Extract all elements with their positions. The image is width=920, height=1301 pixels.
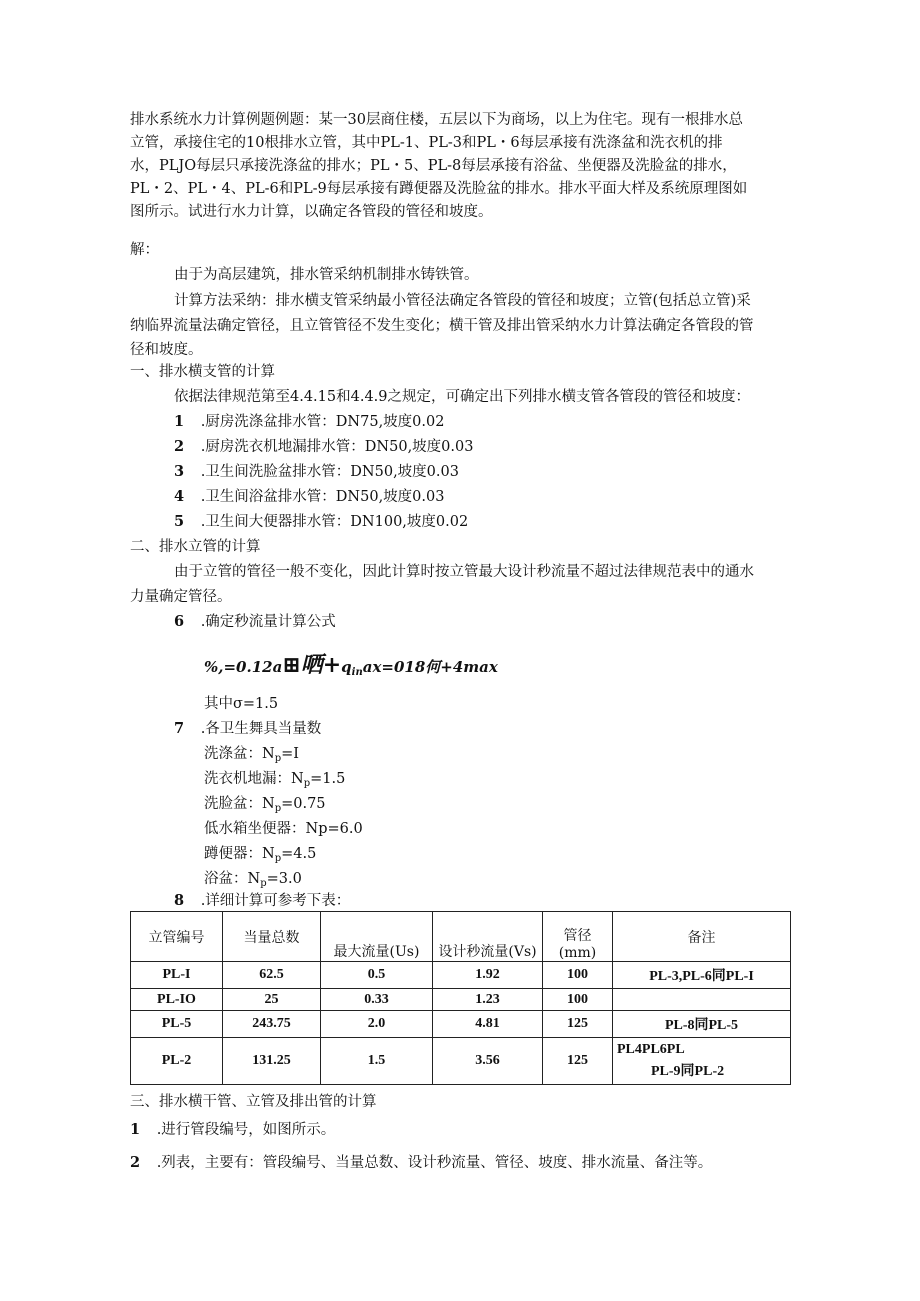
table-cell-max-flow: 0.33 [321, 989, 433, 1011]
table-header: 设计秒流量(Vs) [433, 912, 543, 962]
table-cell-design-flow: 1.23 [433, 989, 543, 1011]
table-cell-id: PL-5 [131, 1011, 223, 1038]
list-item-number: 2 [130, 1154, 141, 1171]
list-item-text: .确定秒流量计算公式 [200, 614, 336, 630]
table-row [131, 1038, 791, 1085]
list-item-text: .厨房洗衣机地漏排水管：DN50,坡度0.03 [200, 439, 474, 455]
table-cell-id: PL-I [131, 962, 223, 989]
list-item-number: 4 [174, 488, 185, 505]
solution-paragraph: 径和坡度。 [130, 342, 203, 358]
list-item-number: 1 [130, 1121, 141, 1138]
fixture-subscript: p [274, 853, 282, 864]
table-header: 最大流量(Us) [321, 912, 433, 962]
section-heading: 三、排水横干管、立管及排出管的计算 [130, 1094, 377, 1110]
intro-line: PL・2、PL・4、PL-6和PL-9每层承接有蹲便器及洗脸盆的排水。排水平面大样及系统原理图如 [130, 181, 748, 197]
fixture-subscript: p [303, 778, 311, 789]
table-cell-note [613, 1038, 791, 1085]
table-header: 立管编号 [131, 912, 223, 962]
table-cell-equivalent: 243.75 [223, 1011, 321, 1038]
table-cell-max-flow: 1.5 [321, 1038, 433, 1085]
solution-label: 解： [130, 242, 159, 258]
list-item-text: .列表，主要有：管段编号、当量总数、设计秒流量、管径、坡度、排水流量、备注等。 [156, 1155, 713, 1171]
list-item-number: 3 [174, 463, 185, 480]
intro-line: 立管，承接住宅的10根排水立管，其中PL-1、PL-3和PL・6每层承接有洗涤盆和洗衣机的排 [130, 135, 723, 151]
section-heading: 一、排水横支管的计算 [130, 364, 275, 380]
fixture-item [204, 819, 363, 844]
intro-line: 水，PLJO每层只承接洗涤盆的排水；PL・5、PL-8每层承接有浴盆、坐便器及洗脸盆的排水， [130, 158, 737, 174]
table-cell-design-flow: 1.92 [433, 962, 543, 989]
table-row [131, 962, 791, 989]
fixture-name: 洗涤盆： [204, 746, 262, 762]
fixture-subscript: p [260, 878, 267, 889]
list-item [174, 512, 468, 532]
section-paragraph: 依据法律规范第至4.4.15和4.4.9之规定，可确定出下列排水横支管各管段的管径和坡度： [174, 389, 751, 405]
intro-line: 图所示。试进行水力计算，以确定各管段的管径和坡度。 [130, 204, 493, 220]
fixture-name: 浴盆： [204, 871, 248, 887]
table-cell-note: PL-3,PL-6同PL-I [613, 962, 791, 989]
formula-sub: in [351, 667, 363, 678]
fixture-item [204, 744, 299, 769]
fixture-value: =3.0 [266, 871, 302, 887]
intro-line: 排水系统水力计算例题例题：某一30层商住楼，五层以下为商场，以上为住宅。现有一根排水总 [130, 112, 743, 128]
fixture-name: 蹲便器： [204, 846, 262, 862]
table-cell-max-flow: 2.0 [321, 1011, 433, 1038]
list-item-text: .卫生间大便器排水管：DN100,坡度0.02 [200, 514, 469, 530]
list-item [174, 612, 336, 632]
fixture-item [204, 844, 316, 869]
fixture-value: =0.75 [281, 796, 326, 812]
table-header: 当量总数 [223, 912, 321, 962]
calculation-table [130, 911, 791, 1085]
list-item [174, 437, 473, 457]
list-item-number: 1 [174, 413, 185, 430]
list-item-number: 5 [174, 513, 185, 530]
table-cell-equivalent: 25 [223, 989, 321, 1011]
sigma-note: 其中σ=1.5 [204, 696, 279, 712]
note-line: PL4PL6PL [617, 1042, 685, 1057]
list-item [174, 487, 444, 507]
fixture-value: =I [281, 746, 299, 762]
formula-q: q [341, 658, 352, 676]
fixture-value: =6.0 [327, 821, 363, 837]
table-cell-note [613, 989, 791, 1011]
fixture-symbol: N [262, 796, 275, 812]
solution-paragraph: 纳临界流量法确定管径，且立管管径不发生变化；横干管及排出管采纳水力计算法确定各管段的管 [130, 318, 754, 334]
list-item-number: 7 [174, 720, 185, 737]
list-item-number: 2 [174, 438, 185, 455]
formula-glyph: ⊞哂+ [282, 652, 342, 678]
table-row [131, 989, 791, 1011]
fixture-name: 洗衣机地漏： [204, 771, 291, 787]
list-item-text: .厨房洗涤盆排水管：DN75,坡度0.02 [200, 414, 445, 430]
list-item-number: 8 [174, 892, 185, 909]
fixture-item [204, 769, 345, 794]
solution-paragraph: 由于为高层建筑，排水管采纳机制排水铸铁管。 [174, 267, 479, 283]
fixture-symbol: N [247, 871, 261, 887]
fixture-name: 洗脸盆： [204, 796, 262, 812]
list-item [130, 1153, 712, 1173]
list-item-text: .进行管段编号，如图所示。 [156, 1122, 336, 1138]
formula-right: ax=018何+4max [362, 658, 498, 676]
table-cell-diameter: 100 [543, 962, 613, 989]
fixture-symbol: N [262, 846, 275, 862]
list-item-text: .各卫生舞具当量数 [200, 721, 322, 737]
list-item-text: .卫生间洗脸盆排水管：DN50,坡度0.03 [200, 464, 459, 480]
fixture-symbol: N [291, 771, 304, 787]
table-cell-max-flow: 0.5 [321, 962, 433, 989]
table-cell-design-flow: 4.81 [433, 1011, 543, 1038]
flow-formula [204, 652, 498, 686]
table-cell-id: PL-2 [131, 1038, 223, 1085]
table-cell-diameter: 100 [543, 989, 613, 1011]
fixture-subscript: p [274, 753, 282, 764]
table-cell-design-flow: 3.56 [433, 1038, 543, 1085]
table-header: 备注 [613, 912, 791, 962]
table-cell-equivalent: 62.5 [223, 962, 321, 989]
fixture-item [204, 794, 326, 819]
table-cell-equivalent: 131.25 [223, 1038, 321, 1085]
fixture-subscript: p [274, 803, 282, 814]
section-paragraph: 由于立管的管径一般不变化，因此计算时按立管最大设计秒流量不超过法律规范表中的通水 [174, 564, 754, 580]
list-item [174, 412, 444, 432]
table-cell-diameter: 125 [543, 1038, 613, 1085]
table-header-row [131, 912, 791, 962]
list-item-text: .卫生间浴盆排水管：DN50,坡度0.03 [200, 489, 445, 505]
fixture-symbol: Np [305, 821, 328, 837]
table-cell-diameter: 125 [543, 1011, 613, 1038]
fixture-name: 低水箱坐便器： [204, 821, 306, 837]
fixture-value: =1.5 [310, 771, 346, 787]
table-row [131, 1011, 791, 1038]
list-item [174, 891, 350, 911]
table-cell-note: PL-8同PL-5 [613, 1011, 791, 1038]
table-header: 管径(mm) [543, 912, 613, 962]
fixture-symbol: N [262, 746, 275, 762]
list-item [174, 462, 459, 482]
list-item-number: 6 [174, 613, 185, 630]
list-item-text: .详细计算可参考下表： [200, 893, 351, 909]
solution-paragraph: 计算方法采纳：排水横支管采纳最小管径法确定各管段的管径和坡度；立管(包括总立管)采 [174, 293, 751, 309]
section-heading: 二、排水立管的计算 [130, 539, 261, 555]
table-cell-id: PL-IO [131, 989, 223, 1011]
section-paragraph: 力量确定管径。 [130, 589, 232, 605]
note-line: PL-9同PL-2 [651, 1064, 725, 1079]
formula-left: %,=0.12a [204, 658, 283, 676]
list-item [130, 1120, 335, 1140]
fixture-value: =4.5 [281, 846, 317, 862]
list-item [174, 719, 321, 739]
